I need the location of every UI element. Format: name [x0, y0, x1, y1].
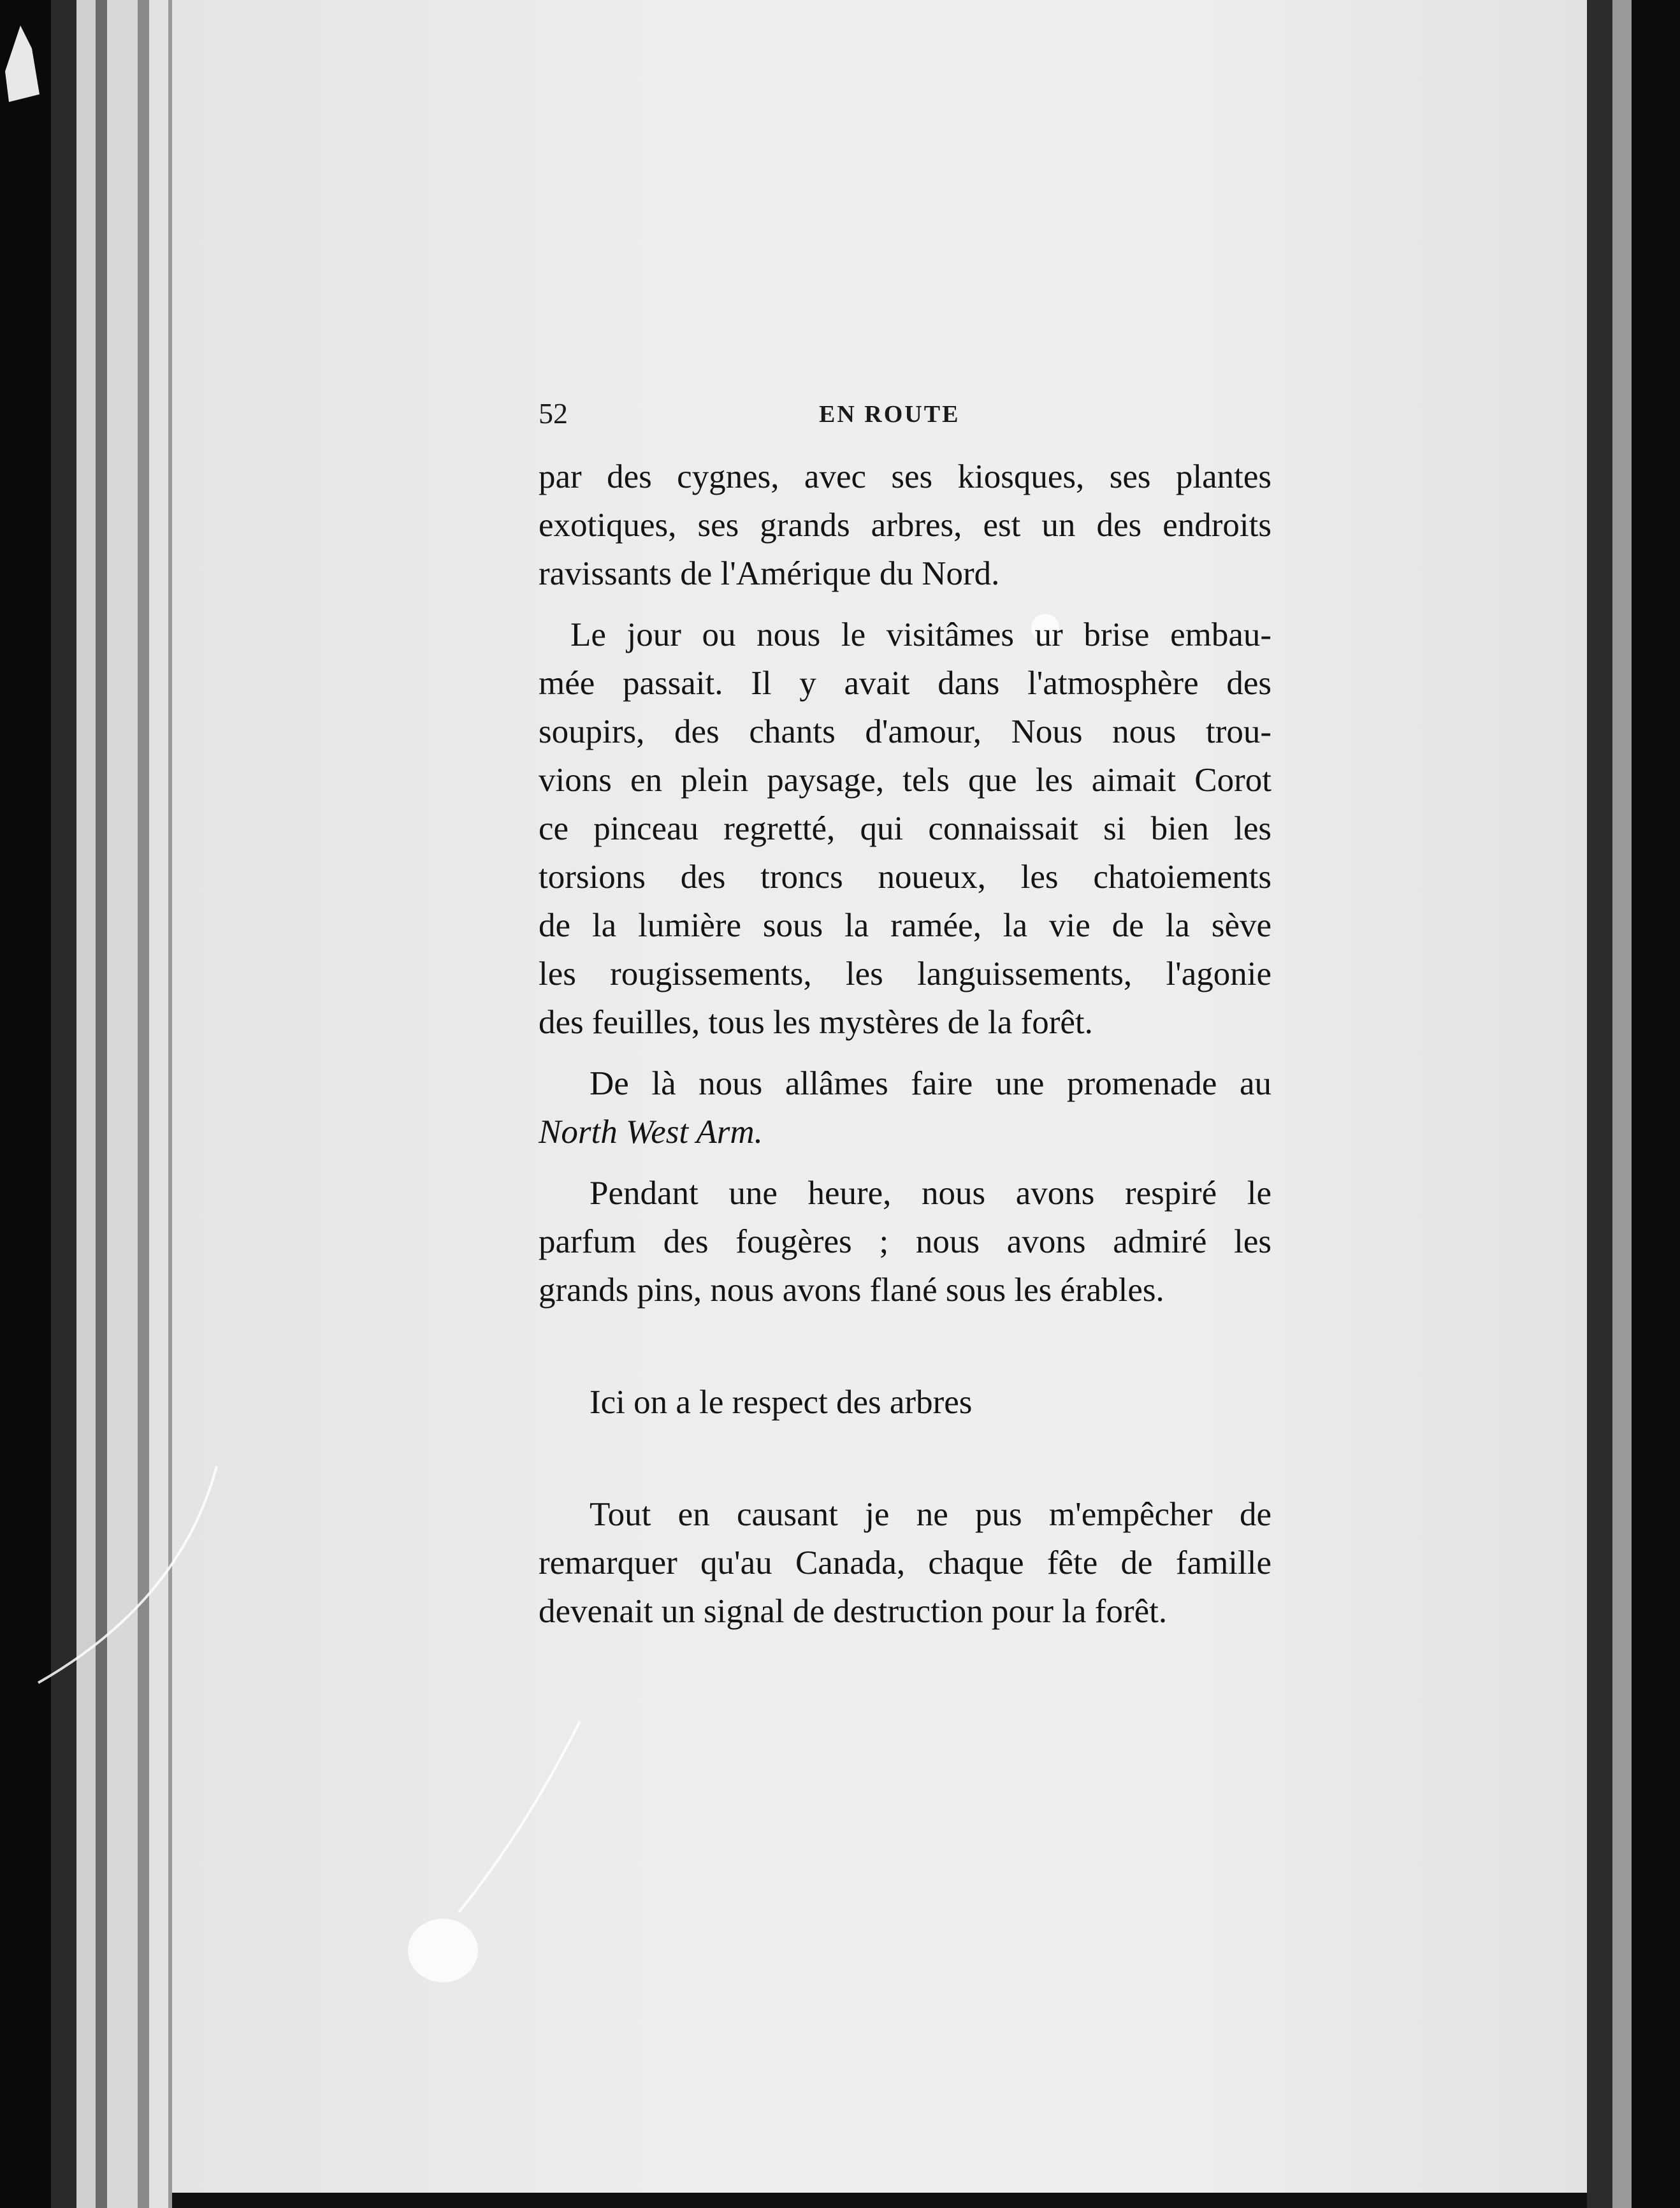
text-line: remarquer qu'au Canada, chaque fête de famille — [539, 1544, 1271, 1581]
text-line: par des cygnes, avec ses kiosques, ses plantes — [539, 458, 1271, 495]
text-line: devenait un signal de destruction pour la forêt. — [539, 1593, 1168, 1630]
text-line: Le jour ou nous le visitâmes ur brise embau- — [570, 616, 1271, 653]
text-line: des feuilles, tous les mystères de la forêt. — [539, 1004, 1093, 1041]
text-line: ce pinceau regretté, qui connaissait si bien les — [539, 810, 1271, 847]
page-number: 52 — [539, 397, 568, 430]
body-text — [539, 453, 1271, 1636]
text-line: parfum des fougères ; nous avons admiré les — [539, 1223, 1271, 1260]
italic-place-name: North West Arm. — [539, 1114, 763, 1151]
text-line: exotiques, ses grands arbres, est un des endroits — [539, 507, 1271, 544]
text-line: De là nous allâmes faire une promenade au — [590, 1065, 1271, 1102]
text-line: vions en plein paysage, tels que les aimait Corot — [539, 762, 1271, 799]
text-line: grands pins, nous avons flané sous les érables. — [539, 1272, 1164, 1309]
running-head — [539, 396, 1271, 435]
text-line: Ici on a le respect des arbres — [590, 1384, 973, 1421]
text-line: de la lumière sous la ramée, la vie de la sève — [539, 907, 1271, 944]
text-line: Pendant une heure, nous avons respiré le — [590, 1175, 1271, 1212]
text-line: torsions des troncs noueux, les chatoiements — [539, 859, 1271, 896]
running-title: EN ROUTE — [819, 401, 960, 428]
text-line: Tout en causant je ne pus m'empêcher de — [590, 1496, 1271, 1533]
text-line: mée passait. Il y avait dans l'atmosphère des — [539, 665, 1271, 702]
text-line — [539, 1108, 1271, 1156]
text-line: les rougissements, les languissements, l'agonie — [539, 955, 1271, 992]
text-line: ravissants de l'Amérique du Nord. — [539, 555, 1000, 592]
text-line: soupirs, des chants d'amour, Nous nous trou- — [539, 713, 1271, 750]
